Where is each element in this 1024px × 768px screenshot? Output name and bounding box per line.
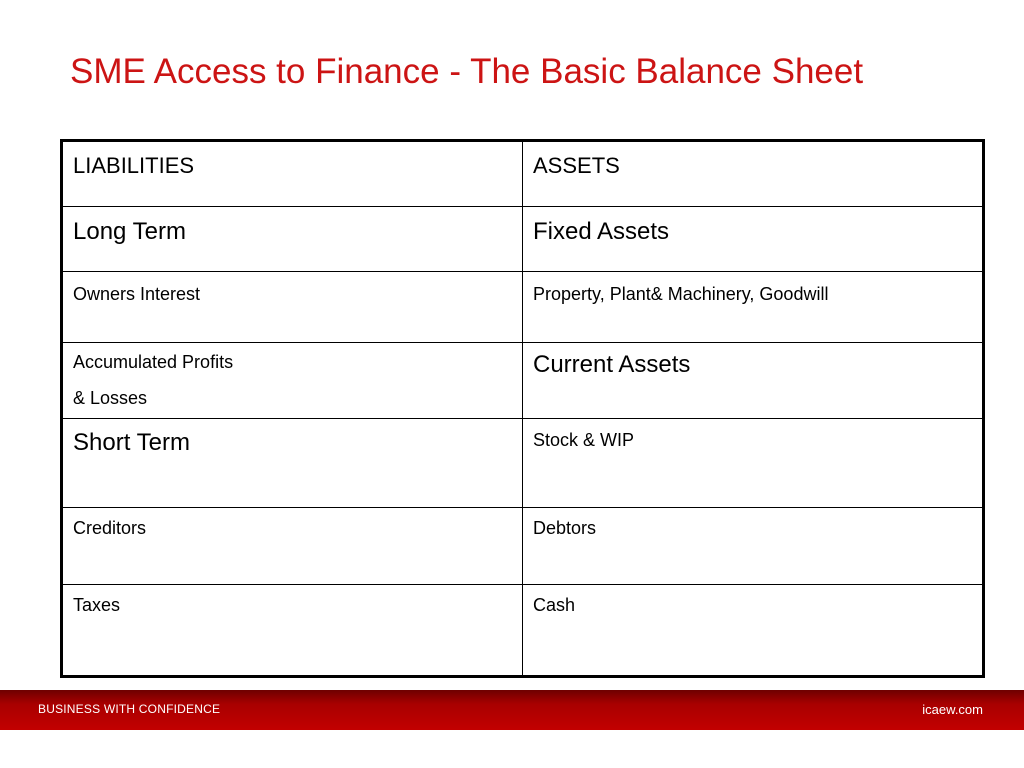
cell-text: Debtors [533, 518, 597, 538]
table-cell [62, 343, 523, 419]
table-cell [523, 419, 984, 508]
header-liabilities-label: LIABILITIES [73, 153, 195, 178]
cell-text: Cash [533, 595, 576, 615]
table-row [62, 343, 984, 419]
table-cell [523, 508, 984, 585]
cell-text: & Losses [73, 388, 148, 408]
table-row [62, 585, 984, 677]
table-cell [523, 585, 984, 677]
table-row [62, 272, 984, 343]
cell-text: Fixed Assets [533, 218, 670, 245]
table-cell [62, 508, 523, 585]
slide-title: SME Access to Finance - The Basic Balance Sheet [70, 52, 864, 91]
cell-text: Current Assets [533, 351, 691, 378]
table-cell [523, 207, 984, 272]
cell-text: Creditors [73, 518, 147, 538]
table-cell [523, 272, 984, 343]
footer-bar [0, 690, 1024, 730]
header-assets-label: ASSETS [533, 153, 620, 178]
cell-text: Owners Interest [73, 284, 201, 304]
table-cell [62, 419, 523, 508]
footer-website-link[interactable]: icaew.com [922, 702, 983, 717]
cell-text: Stock & WIP [533, 430, 635, 450]
table-row [62, 207, 984, 272]
cell-text: Short Term [73, 429, 190, 456]
cell-text: Long Term [73, 218, 186, 245]
table-cell [62, 272, 523, 343]
table-header-row [62, 141, 984, 207]
table-row [62, 508, 984, 585]
table-cell [62, 585, 523, 677]
table-row [62, 419, 984, 508]
table-cell [523, 343, 984, 419]
cell-text: Accumulated Profits [73, 352, 234, 372]
cell-text: Property, Plant& Machinery, Goodwill [533, 284, 829, 304]
header-cell-assets [523, 141, 984, 207]
footer-tagline: BUSINESS WITH CONFIDENCE [38, 702, 221, 716]
cell-text: Taxes [73, 595, 121, 615]
table-cell [62, 207, 523, 272]
balance-sheet-table [60, 139, 985, 678]
header-cell-liabilities [62, 141, 523, 207]
